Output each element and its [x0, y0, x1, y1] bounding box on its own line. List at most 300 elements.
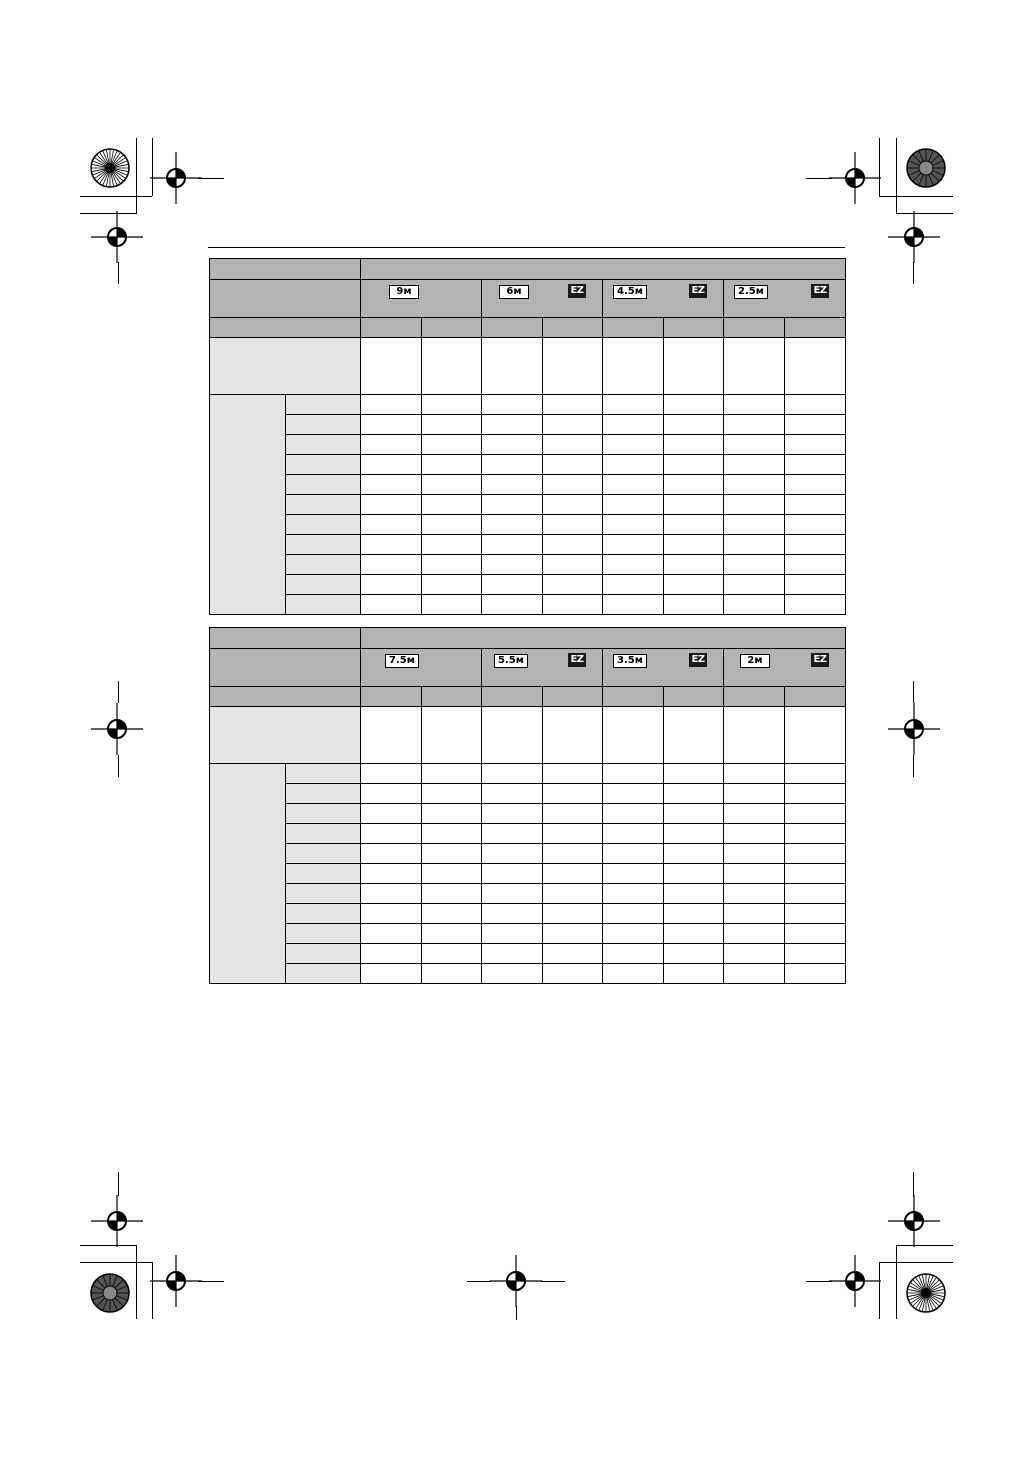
table-cell: [664, 535, 724, 555]
table-cell: [664, 707, 724, 764]
table-cell: [724, 575, 785, 595]
table-cell: [664, 395, 724, 415]
table-cell: [482, 707, 543, 764]
table-cell: [361, 575, 422, 595]
capacity-row: [210, 804, 846, 824]
table-cell: [361, 495, 422, 515]
table-cell: [543, 764, 603, 784]
crop-line: [913, 1172, 914, 1196]
capacity-row: [210, 844, 846, 864]
table-cell: [361, 784, 422, 804]
memory-label: [286, 435, 361, 455]
table-cell: [603, 844, 664, 864]
table-cell: [603, 904, 664, 924]
table-cell: [664, 338, 724, 395]
capacity-group-label: [210, 764, 286, 984]
table-cell: [543, 707, 603, 764]
crop-line: [879, 138, 880, 196]
table-cell: [785, 435, 846, 455]
table-cell: [543, 535, 603, 555]
table-cell: [482, 338, 543, 395]
table-cell: [724, 455, 785, 475]
picture-size-6m-icon: 6м: [499, 285, 529, 299]
picture-size-2m-icon: 2м: [740, 654, 770, 668]
capacity-row: [210, 415, 846, 435]
table-cell: [724, 595, 785, 615]
registration-mark-icon: [886, 701, 942, 757]
picture-size-5-5m-icon: 5.5м: [494, 654, 528, 668]
table-cell: [603, 415, 664, 435]
recording-capacity-table-top: [209, 258, 846, 615]
extended-zoom-icon: EZ: [568, 653, 586, 667]
table-cell: [785, 844, 846, 864]
registration-mark-icon: [827, 150, 883, 206]
table-cell: [664, 515, 724, 535]
table-cell: [664, 435, 724, 455]
table-cell: [422, 435, 482, 455]
table-cell: [482, 415, 543, 435]
table-cell: [422, 555, 482, 575]
table-cell: [361, 824, 422, 844]
table-cell: [482, 687, 543, 707]
memory-label: [286, 415, 361, 435]
table-cell: [785, 455, 846, 475]
crop-line: [467, 1281, 491, 1282]
crop-line: [896, 1245, 953, 1246]
crop-line: [879, 1262, 880, 1319]
table-cell: [603, 318, 664, 338]
memory-label: [286, 804, 361, 824]
table-cell: [603, 687, 664, 707]
table-cell: [603, 764, 664, 784]
table-cell: [361, 515, 422, 535]
table-cell: [361, 944, 422, 964]
table-cell: [785, 535, 846, 555]
table-cell: [603, 435, 664, 455]
table-cell: [664, 475, 724, 495]
registration-mark-icon: [488, 1253, 544, 1309]
picture-size-cell: [361, 649, 482, 687]
table-cell: [603, 515, 664, 535]
table-cell: [422, 575, 482, 595]
picture-size-cell: [361, 280, 482, 318]
table-cell: [422, 707, 482, 764]
table-cell: [422, 764, 482, 784]
crop-line: [806, 178, 832, 179]
table-cell: [482, 864, 543, 884]
table-cell: [422, 964, 482, 984]
table-cell: [664, 804, 724, 824]
table-cell: [603, 338, 664, 395]
table-cell: [422, 884, 482, 904]
table-cell: [543, 318, 603, 338]
table-cell: [361, 924, 422, 944]
table-cell: [724, 824, 785, 844]
crop-line: [896, 138, 897, 214]
table-cell: [361, 764, 422, 784]
picture-size-7-5m-icon: 7.5м: [385, 654, 419, 668]
capacity-row: [210, 924, 846, 944]
picture-size-label: [210, 649, 361, 687]
table-cell: [664, 944, 724, 964]
table-cell: [422, 535, 482, 555]
table-cell: [603, 495, 664, 515]
crop-line: [198, 1281, 224, 1282]
crop-line: [198, 178, 224, 179]
table-cell: [785, 944, 846, 964]
capacity-row: [210, 455, 846, 475]
table-cell: [543, 844, 603, 864]
table-cell: [603, 884, 664, 904]
table-cell: [543, 924, 603, 944]
crop-line: [516, 1306, 517, 1320]
table-cell: [482, 924, 543, 944]
table-cell: [482, 475, 543, 495]
quality-label: [210, 318, 361, 338]
table-cell: [361, 595, 422, 615]
table-cell: [603, 575, 664, 595]
table-cell: [543, 555, 603, 575]
table-cell: [785, 707, 846, 764]
quality-row: [210, 687, 846, 707]
table-cell: [724, 415, 785, 435]
table-cell: [482, 904, 543, 924]
registration-mark-icon: [886, 1194, 942, 1250]
memory-label: [286, 964, 361, 984]
crop-line: [136, 138, 137, 214]
capacity-row: [210, 784, 846, 804]
memory-label: [286, 924, 361, 944]
capacity-row: [210, 595, 846, 615]
table-cell: [664, 764, 724, 784]
crop-line: [879, 196, 953, 197]
table-cell: [422, 595, 482, 615]
picture-size-cell: [482, 649, 603, 687]
picture-size-9m-icon: 9м: [389, 285, 419, 299]
table-cell: [664, 884, 724, 904]
table-cell: [422, 784, 482, 804]
memory-label: [286, 904, 361, 924]
color-wheel-icon: [80, 140, 140, 200]
table-cell: [664, 415, 724, 435]
table-cell: [724, 435, 785, 455]
table-cell: [361, 964, 422, 984]
quality-label: [210, 687, 361, 707]
table-cell: [543, 515, 603, 535]
capacity-row: [210, 555, 846, 575]
table-cell: [785, 515, 846, 535]
capacity-row: [210, 864, 846, 884]
table-cell: [785, 415, 846, 435]
table-cell: [603, 784, 664, 804]
table-cell: [422, 844, 482, 864]
extended-zoom-icon: EZ: [568, 284, 586, 298]
aspect-ratio-value: [361, 628, 846, 649]
table-cell: [361, 338, 422, 395]
registration-mark-icon: [886, 210, 942, 266]
table-cell: [543, 784, 603, 804]
table-cell: [361, 395, 422, 415]
table-cell: [724, 804, 785, 824]
capacity-group-label: [210, 395, 286, 615]
registration-mark-icon: [148, 1253, 204, 1309]
crop-line: [118, 262, 119, 284]
table-cell: [543, 904, 603, 924]
table-cell: [724, 555, 785, 575]
table-cell: [543, 804, 603, 824]
table-cell: [543, 495, 603, 515]
table-cell: [422, 804, 482, 824]
table-cell: [724, 515, 785, 535]
capacity-row: [210, 884, 846, 904]
table-cell: [603, 475, 664, 495]
table-cell: [664, 318, 724, 338]
table-cell: [603, 864, 664, 884]
table-cell: [785, 804, 846, 824]
table-cell: [482, 495, 543, 515]
memory-label: [286, 824, 361, 844]
table-cell: [664, 555, 724, 575]
table-cell: [664, 844, 724, 864]
crop-line: [879, 1262, 953, 1263]
table-cell: [361, 435, 422, 455]
table-cell: [422, 338, 482, 395]
extended-zoom-icon: EZ: [689, 284, 707, 298]
capacity-row: [210, 575, 846, 595]
table-cell: [724, 924, 785, 944]
aspect-ratio-value: [361, 259, 846, 280]
memory-label: [286, 844, 361, 864]
crop-line: [913, 755, 914, 777]
table-cell: [664, 784, 724, 804]
table-cell: [543, 415, 603, 435]
table-cell: [543, 338, 603, 395]
crop-line: [80, 196, 152, 197]
table-cell: [603, 707, 664, 764]
file-size-row: [210, 707, 846, 764]
table-cell: [664, 964, 724, 984]
table-cell: [482, 595, 543, 615]
table-cell: [603, 555, 664, 575]
memory-label: [286, 495, 361, 515]
table-cell: [785, 338, 846, 395]
table-cell: [422, 415, 482, 435]
table-cell: [422, 904, 482, 924]
table-cell: [482, 764, 543, 784]
capacity-row: [210, 944, 846, 964]
table-cell: [724, 844, 785, 864]
table-cell: [664, 864, 724, 884]
picture-size-label: [210, 280, 361, 318]
table-cell: [724, 864, 785, 884]
table-cell: [785, 595, 846, 615]
crop-line: [152, 1262, 153, 1319]
table-cell: [724, 475, 785, 495]
memory-label: [286, 764, 361, 784]
table-cell: [361, 707, 422, 764]
table-cell: [422, 944, 482, 964]
picture-size-2-5m-icon: 2.5м: [734, 285, 768, 299]
capacity-row: [210, 904, 846, 924]
table-cell: [482, 435, 543, 455]
capacity-row: [210, 395, 846, 415]
table-cell: [724, 764, 785, 784]
memory-label: [286, 864, 361, 884]
capacity-row: [210, 535, 846, 555]
picture-size-row: [210, 280, 846, 318]
table-cell: [785, 924, 846, 944]
table-cell: [422, 395, 482, 415]
table-cell: [422, 824, 482, 844]
header-rule: [208, 247, 845, 248]
table-cell: [482, 575, 543, 595]
table-cell: [603, 595, 664, 615]
picture-size-row: [210, 649, 846, 687]
capacity-row: [210, 435, 846, 455]
memory-label: [286, 595, 361, 615]
table-cell: [482, 964, 543, 984]
table-cell: [664, 904, 724, 924]
table-cell: [724, 318, 785, 338]
table-cell: [422, 455, 482, 475]
registration-mark-icon: [827, 1253, 883, 1309]
color-wheel-icon: [896, 140, 956, 200]
table-cell: [361, 904, 422, 924]
table-cell: [543, 884, 603, 904]
extended-zoom-icon: EZ: [689, 653, 707, 667]
crop-line: [136, 1245, 137, 1319]
crop-line: [80, 1262, 152, 1263]
table-cell: [785, 495, 846, 515]
table-cell: [785, 687, 846, 707]
crop-line: [541, 1281, 565, 1282]
memory-label: [286, 575, 361, 595]
file-size-row: [210, 338, 846, 395]
table-cell: [724, 495, 785, 515]
picture-size-cell: [603, 649, 724, 687]
table-cell: [482, 395, 543, 415]
memory-label: [286, 784, 361, 804]
memory-label: [286, 455, 361, 475]
table-cell: [422, 864, 482, 884]
crop-line: [913, 681, 914, 703]
capacity-row: [210, 824, 846, 844]
memory-label: [286, 515, 361, 535]
table-cell: [603, 924, 664, 944]
table-cell: [724, 338, 785, 395]
table-cell: [603, 455, 664, 475]
table-cell: [543, 595, 603, 615]
table-cell: [664, 495, 724, 515]
memory-label: [286, 395, 361, 415]
registration-mark-icon: [89, 701, 145, 757]
table-cell: [543, 575, 603, 595]
table-cell: [543, 455, 603, 475]
table-cell: [664, 824, 724, 844]
quality-row: [210, 318, 846, 338]
extended-zoom-icon: EZ: [811, 653, 829, 667]
crop-line: [152, 138, 153, 196]
aspect-ratio-row: [210, 259, 846, 280]
table-cell: [785, 395, 846, 415]
memory-label: [286, 555, 361, 575]
table-cell: [482, 844, 543, 864]
table-cell: [361, 535, 422, 555]
table-cell: [664, 455, 724, 475]
capacity-row: [210, 515, 846, 535]
table-cell: [482, 535, 543, 555]
table-cell: [785, 864, 846, 884]
crop-line: [118, 681, 119, 703]
table-cell: [724, 964, 785, 984]
crop-line: [80, 213, 137, 214]
memory-label: [286, 944, 361, 964]
capacity-row: [210, 964, 846, 984]
crop-line: [896, 1245, 897, 1319]
table-cell: [543, 824, 603, 844]
table-cell: [664, 924, 724, 944]
table-cell: [482, 784, 543, 804]
table-cell: [543, 687, 603, 707]
table-cell: [422, 924, 482, 944]
table-cell: [785, 555, 846, 575]
crop-line: [118, 755, 119, 777]
table-cell: [664, 687, 724, 707]
table-cell: [361, 415, 422, 435]
table-cell: [785, 964, 846, 984]
table-cell: [543, 864, 603, 884]
table-cell: [361, 844, 422, 864]
capacity-row: [210, 475, 846, 495]
table-cell: [482, 944, 543, 964]
table-cell: [785, 784, 846, 804]
registration-mark-icon: [89, 1194, 145, 1250]
memory-label: [286, 535, 361, 555]
table-cell: [785, 824, 846, 844]
crop-line: [118, 1172, 119, 1196]
memory-label: [286, 475, 361, 495]
table-cell: [422, 475, 482, 495]
aspect-ratio-label: [210, 259, 361, 280]
memory-label: [286, 884, 361, 904]
table-cell: [785, 764, 846, 784]
table-cell: [543, 964, 603, 984]
table-cell: [603, 964, 664, 984]
table-cell: [361, 475, 422, 495]
table-cell: [785, 475, 846, 495]
table-cell: [664, 595, 724, 615]
extended-zoom-icon: EZ: [811, 284, 829, 298]
table-cell: [482, 824, 543, 844]
table-cell: [724, 535, 785, 555]
picture-size-3-5m-icon: 3.5м: [613, 654, 647, 668]
table-cell: [724, 707, 785, 764]
picture-size-cell: [724, 280, 846, 318]
table-cell: [422, 318, 482, 338]
table-cell: [785, 884, 846, 904]
crop-line: [80, 1245, 137, 1246]
table-cell: [361, 455, 422, 475]
table-cell: [361, 884, 422, 904]
aspect-ratio-row: [210, 628, 846, 649]
capacity-row: [210, 495, 846, 515]
registration-mark-icon: [148, 150, 204, 206]
crop-line: [913, 262, 914, 284]
table-cell: [361, 687, 422, 707]
crop-line: [896, 213, 953, 214]
table-cell: [422, 515, 482, 535]
table-cell: [482, 318, 543, 338]
